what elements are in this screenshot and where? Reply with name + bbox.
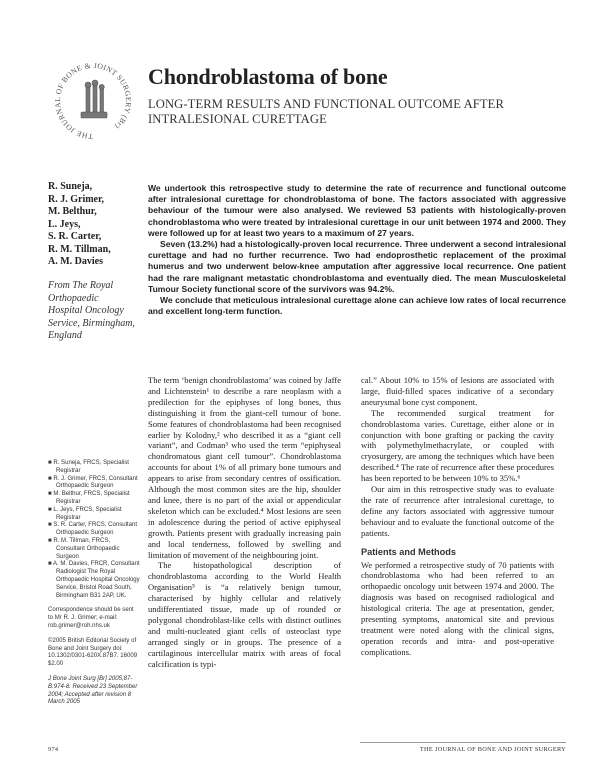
section-heading: Patients and Methods (361, 546, 456, 557)
body-paragraph: The histopathological description of chondroblastoma according to the World Health Organisation⁵ is “a relatively benign tumour, characterised by highly cellular and relatively undifferentiated tissue, made up of rounded or polygonal chondroblast-like cells with distinct outlines and multi-nucleated giant cells of osteoclast type arranged singly or in groups. The presence of a cartilaginous intercellular matrix with areas of focal calcification is typi- (148, 560, 341, 669)
abstract-paragraph: Seven (13.2%) had a histologically-proven local recurrence. Three underwent a second intralesional curettage and had no further recurrence. Two had endoprosthetic replacement of the proximal humerus and two underwent below-knee amputation after aggressive local recurrence. One patient had the rare malignant metastatic chondroblastoma and eventually died. The mean Musculoskeletal Tumour Society functional score of the survivors was 94.2%. (148, 239, 566, 294)
author: R. M. Tillman, (48, 243, 111, 255)
author-list (48, 181, 143, 269)
journal-logo (52, 60, 134, 142)
article-title: Chondroblastoma of bone (148, 64, 388, 89)
body-column-left (148, 375, 341, 669)
author: A. M. Davies (48, 256, 103, 267)
citation-note: J Bone Joint Surg [Br] 2005;87-B:974-8. Received 23 September 2004; Accepted after revision 8 March 2005 (48, 675, 138, 706)
author: R. Suneja, (48, 181, 93, 192)
author-note: ■ R. J. Grimer, FRCS, Consultant Orthopaedic Surgeon (48, 475, 138, 490)
affiliation-line: England (48, 330, 82, 341)
author: S. R. Carter, (48, 231, 102, 242)
author: L. Jeys, (48, 218, 81, 230)
affiliation-line: Orthopaedic (48, 292, 99, 304)
journal-name: THE JOURNAL OF BONE AND JOINT SURGERY (419, 746, 566, 753)
author-note: ■ M. Belthur, FRCS, Specialist Registrar (48, 491, 130, 505)
abstract-paragraph: We conclude that meticulous intralesional curettage alone can achieve low rates of local recurrence and excellent long-term function. (148, 295, 566, 317)
logo-ring-text: THE JOURNAL OF BONE & JOINT SURGERY (Br) (52, 60, 134, 142)
copyright-note: ©2005 British Editorial Society of Bone and Joint Surgery doi: 10.1302/0301-620X.87B7. 16009 $2.00 (48, 637, 138, 668)
author: R. J. Grimer, (48, 193, 105, 205)
abstract-paragraph: We undertook this retrospective study to determine the rate of recurrence and functional outcome after intralesional curettage for chondroblastoma of bone. The factors associated with aggressive behaviour of the tumour were also analysed. We reviewed 53 patients with histologically-proven chondroblastoma who were treated by intralesional curettage in our unit between 1974 and 2000. They were followed up for at least two years to a maximum of 27 years. (148, 183, 566, 238)
correspondence-note: Correspondence should be sent to Mr R. J. Grimer; e-mail: rob.grimer@roh.nhs.uk (48, 607, 134, 629)
abstract (148, 183, 566, 317)
affiliation-line: From The Royal (48, 280, 114, 291)
author-note: ■ R. Suneja, FRCS, Specialist Registrar (48, 460, 129, 474)
affiliation (48, 280, 143, 343)
body-column-right (361, 375, 554, 658)
affiliation-line: Hospital Oncology (48, 305, 124, 316)
article-subtitle: LONG-TERM RESULTS AND FUNCTIONAL OUTCOME AFTER INTRALESIONAL CURETTAGE (148, 97, 504, 126)
author-note: ■ A. M. Davies, FRCR, Consultant Radiologist The Royal Orthopaedic Hospital Oncology Service, Bristol Road South, Birmingham B31 2AP, UK. (48, 561, 140, 599)
body-paragraph: We performed a retrospective study of 70 patients with chondroblastoma who had been referred to an orthopaedic oncology unit between 1974 and 2000. The diagnosis was based on recognised radiological and histological criteria. The age at presentation, gender, presenting symptoms, anatomical site and previous treatment were noted along with the clinical signs, operation records and intra- and post-operative complications. (361, 559, 554, 657)
footer-divider (360, 742, 566, 743)
body-paragraph: The term ‘benign chondroblastoma’ was coined by Jaffe and Lichtenstein¹ to describe a rare neoplasm with a predilection for the epiphyses of long bones, thus distinguishing it from the giant-cell tumour of bone. Some features of chondroblastoma had been recognised earlier by Kolodny,² who described it as a “giant cell variant”, and Codman³ who used the term “epiphyseal chondromatous giant cell tumour”. Chondroblastoma accounts for about 1% of all primary bone tumours and appears to arise from secondary centres of ossification. Although the most common sites are the hip, shoulder and knee, there is no part of the axial or appendicular skeleton which can be excluded.⁴ Most lesions are seen in adolescence during the period of active epiphyseal growth. Patients present with gradually increasing pain and local tenderness, followed by swelling and limitation of movement of the neighbouring joint. (148, 375, 341, 560)
body-paragraph: Our aim in this retrospective study was to evaluate the rate of recurrence after intralesional curettage, to define any factors associated with aggressive tumour behaviour and to evaluate the functional outcome of the patients. (361, 484, 554, 538)
author-notes (48, 460, 140, 707)
page-number: 974 (48, 746, 59, 753)
body-paragraph: The recommended surgical treatment for chondroblastoma varies. Curettage, either alone or in conjunction with bone grafting or packing the cavity with polymethylmethacrylate, or coupled with cryosurgery, are among the techniques which have been described.⁴ The rate of recurrence after these procedures has been reported to be between 10% to 35%.⁶ (361, 407, 554, 484)
author-note: ■ R. M. Tillman, FRCS, Consultant Orthopaedic Surgeon (48, 537, 120, 560)
author-note: ■ S. R. Carter, FRCS, Consultant Orthopaedic Surgeon (48, 522, 138, 537)
body-paragraph: cal.” About 10% to 15% of lesions are associated with large, fluid-filled spaces indicative of a secondary aneurysmal bone cyst component. (361, 375, 554, 407)
author: M. Belthur, (48, 206, 97, 217)
author-note: ■ L. Jeys, FRCS, Specialist Registrar (48, 506, 122, 521)
affiliation-line: Service, Birmingham, (48, 317, 135, 329)
